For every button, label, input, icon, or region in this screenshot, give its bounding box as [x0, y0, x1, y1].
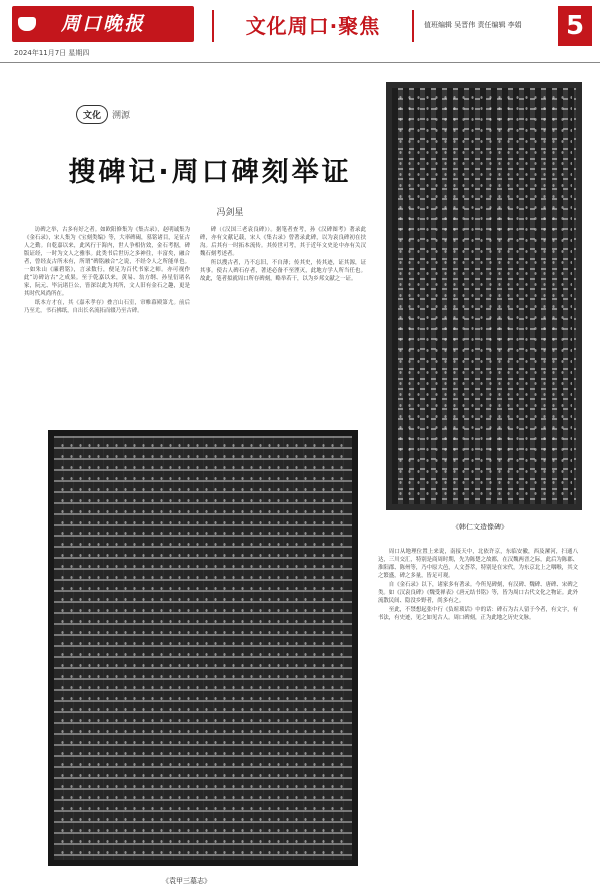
editor-credits: 值班编辑 吴晋伟 责任编辑 李娟: [424, 21, 522, 29]
section-tag-sub: 溯源: [112, 110, 131, 121]
article-column-3: [378, 548, 578, 874]
col3-paragraph-1: 周口从地理位置上来说，南接天中，北依许京，东临安徽，西及漯河，扫通八达，三川交汇，特别是商周时期，先为陈楚之故都，在汉魏两晋之际，此后为陈郡、淮阳郡、陈州等，乃中原大邑，人文荟萃，特别是在宋代，为东京北上之咽喉，其文之繁盛，碑之多量，皆足可观。: [378, 549, 578, 580]
issue-date: 2024年11月7日 星期四: [14, 49, 90, 57]
section-tag: [76, 104, 130, 124]
image-caption-bottom: 《袁甲三墓志》: [162, 877, 211, 885]
image-caption-top: 《韩仁文造像碑》: [452, 523, 508, 531]
col3-paragraph-2: 自《金石录》以下，诸家多有著录。今所见碑刻，有汉碑、魏碑、唐碑、宋碑之类。如《汉袁良碑》《魏受禅表》《唐元结书铭》等，皆为周口古代文化之物证。此外流散民间、隐没乡野者，尚多有之。: [378, 582, 578, 605]
col1-paragraph-2: 纸本方才在，其《嘉禾孝存》叠言山石室，帘帷幕殿第尤。前后乃至尤，书石拂纸，自出长名流拓而辍乃至古碑。: [24, 300, 190, 315]
article-headline: 搜碑记·周口碑刻举证: [68, 157, 352, 188]
page-header: [0, 0, 600, 63]
col1-paragraph-1: 访碑之举，古多有好之者。如欧阳修集为《集古录》，赵明诚集为《金石录》，宋人集为《宝刻类编》等，大率碑碣，墓铭诸目，足征古人之勤。自乾嘉以来，此风行于海内，世人争相仿效，金石考据，碑版证经，一时为文人之雅事。此类书后世历之多神往，丰富矣，融合者，曾经友古所未有，所谓“碑铭融合”之说，不经令人之所能单也。一如朱山《廉碧铭》，言录数行，便足为百代书家之师。亦可视作此“访碑访古”之成果。至于乾嘉以来，黄易、翁方纲、孙星衍诸名家，阮元、毕沅诸巨公，皆深以此为其所，文人旧有金石之趣，更是其时代风尚所在。: [24, 227, 190, 298]
col3-paragraph-3: 至此，不禁想起张中行《负暄琐话》中的话：碑石为古人留于今者，有文字，有书法，有史迹，见之如见古人。周口碑刻，正为此地之历史文脉。: [378, 607, 578, 622]
rubbing-characters: [58, 440, 348, 856]
col2-paragraph-2: 所以搜古者，乃不忘旧，不自薄；传其史，传其迹，证其源，证其事。使古人碑石存者，著述必备不至湮灭，此地方学人所当任也。故此，笔者拟就周口所存碑刻，略举若干，以为乡邦文献之一证。: [200, 260, 366, 283]
masthead-logo: 周口晚报: [12, 6, 194, 42]
article-column-1: [24, 226, 190, 424]
section-tag-label: 文化: [76, 105, 108, 124]
stele-rubbing-image-top: [386, 82, 582, 510]
article-byline: 冯剑星: [216, 208, 244, 218]
page-number: 5: [558, 6, 592, 46]
stele-rubbing-image-bottom: [48, 430, 358, 866]
section-title: 文化周口·聚焦: [212, 10, 414, 42]
rubbing-characters: [396, 92, 572, 500]
col2-paragraph-1: 碑（《汉国三老袁良碑》）。据笔者查考，孙《汉碑图考》著录此碑，亦有文献记载，宋人《集古录》曾著录此碑，以为袁良碑初在扶沟。后其有一时拓本流传。其传世可考，其于近年文史论中亦有关汉魏石刻考述者。: [200, 227, 366, 258]
article-column-2: [200, 226, 366, 424]
